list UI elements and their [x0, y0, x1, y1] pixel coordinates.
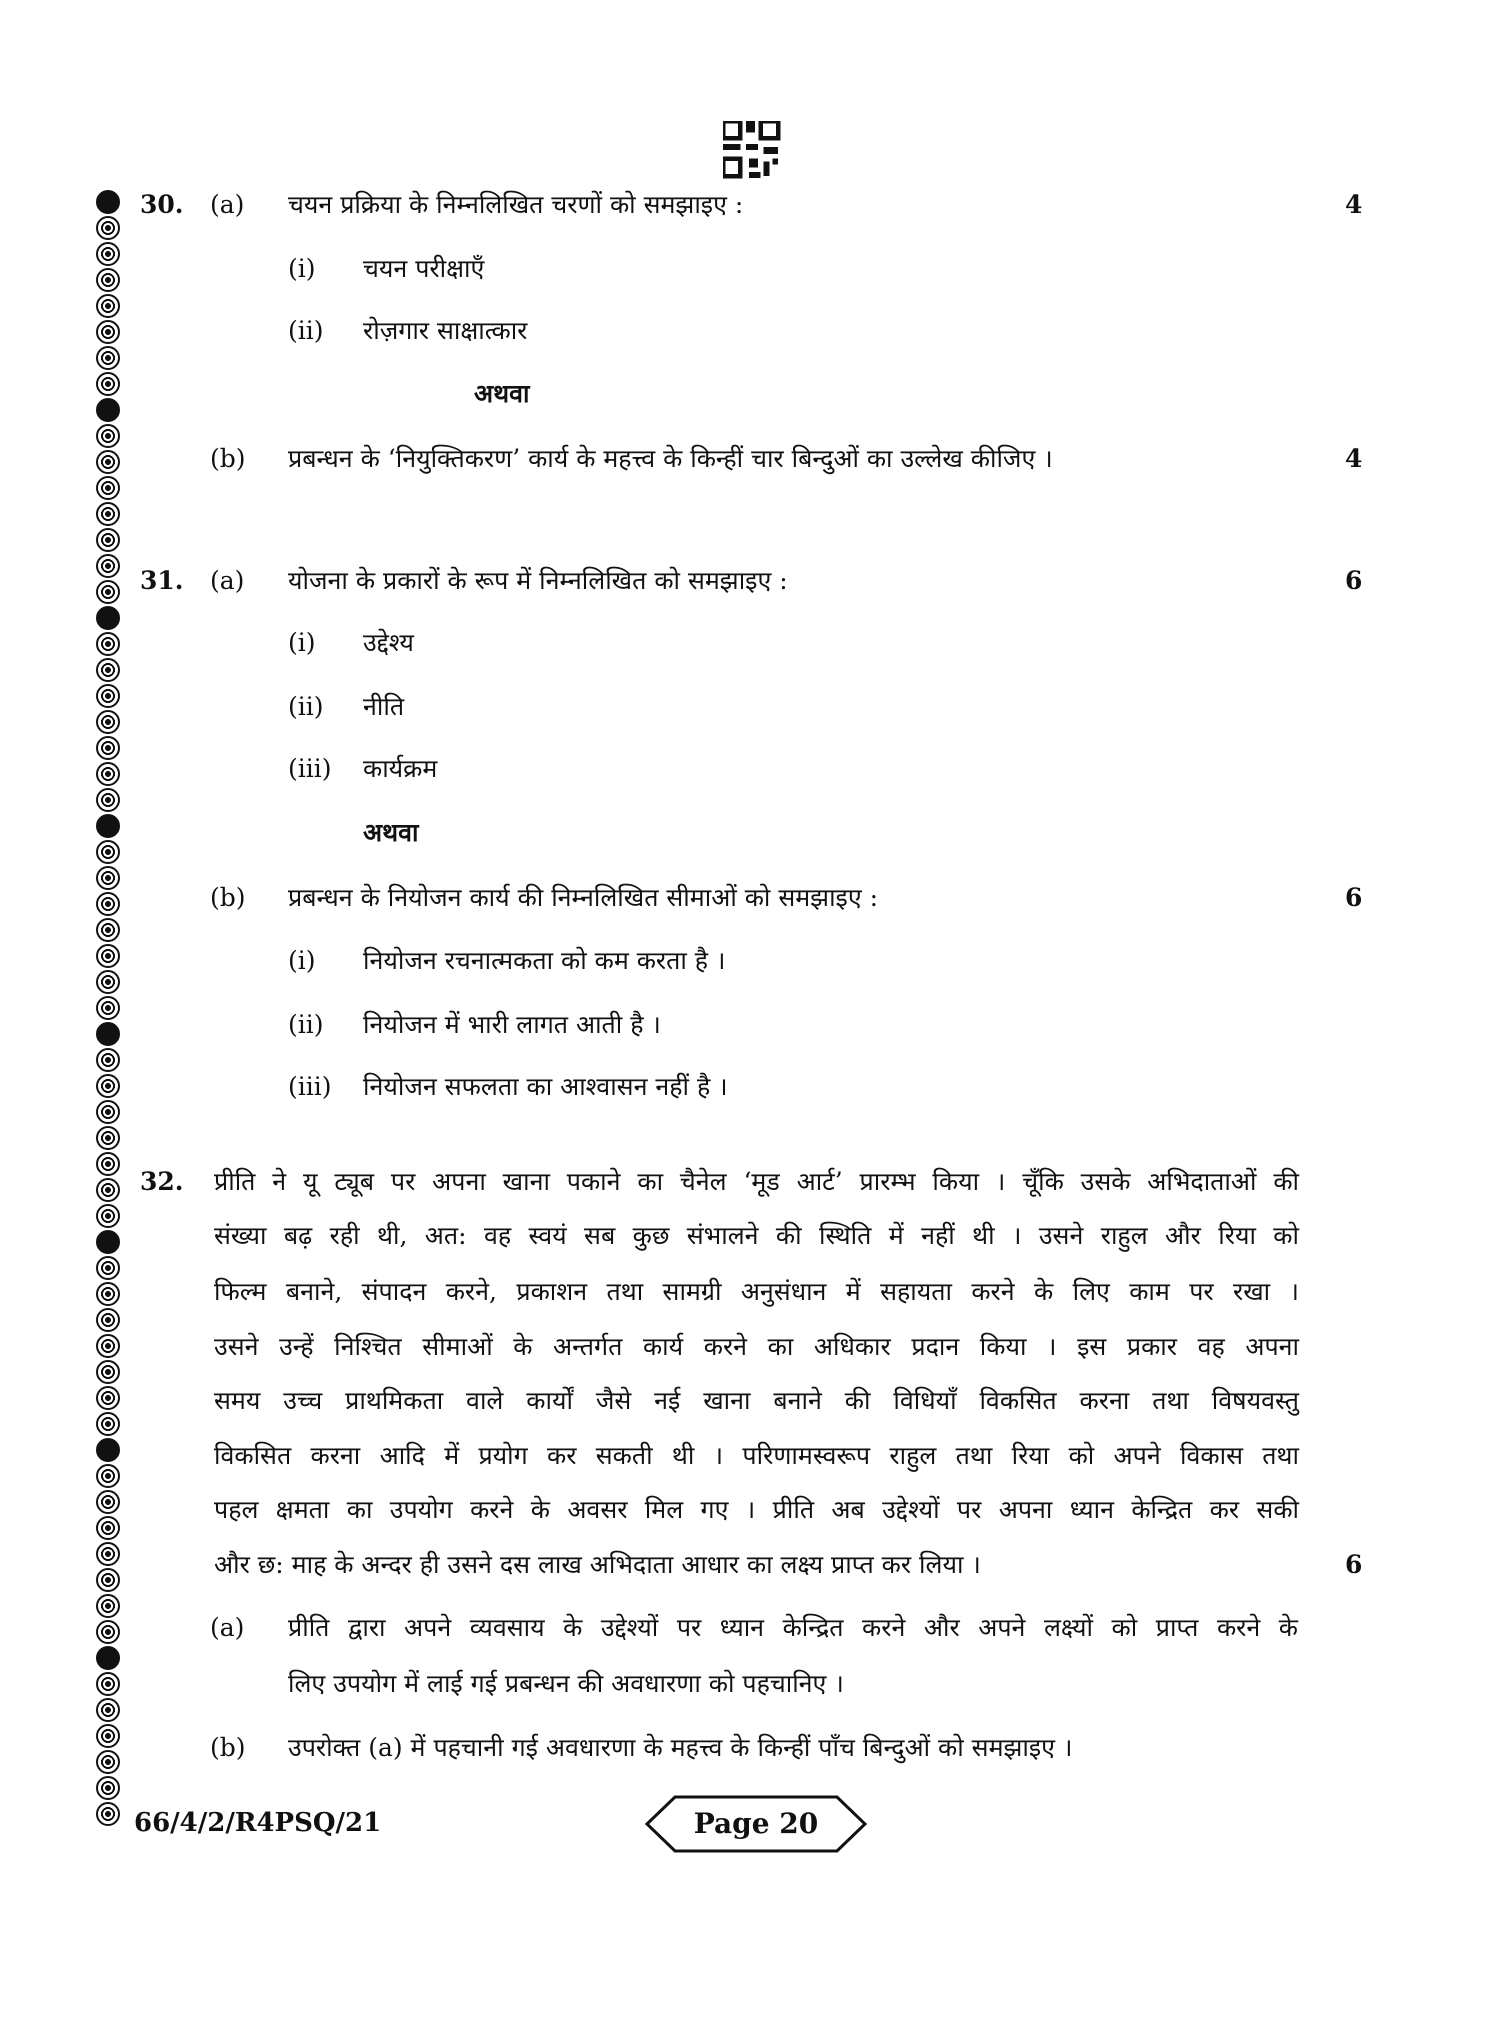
border-circle-icon [96, 944, 120, 968]
border-circle-icon [96, 1620, 120, 1644]
border-circle-icon [96, 1126, 120, 1150]
question-text: उपरोक्त (a) में पहचानी गई अवधारणा के महत्त्व के किन्हीं पाँच बिन्दुओं को समझाइए । [288, 1733, 1073, 1762]
question-text: योजना के प्रकारों के रूप में निम्नलिखित को समझाइए : [288, 566, 788, 595]
border-circle-icon [96, 996, 120, 1020]
subpart-label: (a) [210, 1613, 245, 1642]
item-number: (i) [288, 628, 316, 657]
border-circle-icon [96, 658, 120, 682]
border-circle-icon [96, 1724, 120, 1748]
border-circle-icon [96, 1048, 120, 1072]
question-text: चयन प्रक्रिया के निम्नलिखित चरणों को समझाइए : [288, 190, 744, 219]
question-text: प्रबन्धन के ‘नियुक्तिकरण’ कार्य के महत्त्व के किन्हीं चार बिन्दुओं का उल्लेख कीजिए । [288, 444, 1053, 473]
border-circle-icon [96, 346, 120, 370]
case-paragraph-line: और छ: माह के अन्दर ही उसने दस लाख अभिदाता आधार का लक्ष्य प्राप्त कर लिया । [214, 1550, 981, 1579]
border-circle-icon [96, 268, 120, 292]
item-text: नियोजन में भारी लागत आती है । [363, 1010, 661, 1039]
border-circle-icon [96, 398, 120, 422]
border-circle-icon [96, 1438, 120, 1462]
border-circle-icon [96, 840, 120, 864]
border-circle-icon [96, 320, 120, 344]
border-circle-icon [96, 1750, 120, 1774]
item-number: (i) [288, 254, 316, 283]
border-circle-icon [96, 554, 120, 578]
border-circle-icon [96, 1672, 120, 1696]
case-paragraph-line: फिल्म बनाने, संपादन करने, प्रकाशन तथा सामग्री अनुसंधान में सहायता करने के लिए काम पर रखा । [214, 1277, 1299, 1306]
border-circle-icon [96, 1152, 120, 1176]
border-circle-icon [96, 1022, 120, 1046]
question-number: 31. [140, 566, 184, 595]
border-circle-icon [96, 580, 120, 604]
item-text: रोज़गार साक्षात्कार [363, 316, 528, 345]
border-circle-icon [96, 1802, 120, 1826]
border-circle-icon [96, 684, 120, 708]
border-circle-icon [96, 1646, 120, 1670]
marks: 6 [1345, 1550, 1363, 1579]
item-number: (ii) [288, 1010, 324, 1039]
border-circle-icon [96, 1334, 120, 1358]
case-paragraph-line: उसने उन्हें निश्चित सीमाओं के अन्तर्गत कार्य करने का अधिकार प्रदान किया । इस प्रकार वह अपना [214, 1332, 1299, 1361]
border-circle-icon [96, 632, 120, 656]
border-circle-icon [96, 1282, 120, 1306]
paper-code: 66/4/2/R4PSQ/21 [134, 1808, 382, 1838]
subpart-label: (b) [210, 883, 246, 912]
border-circle-icon [96, 450, 120, 474]
border-circle-icon [96, 736, 120, 760]
border-circle-icon [96, 476, 120, 500]
case-paragraph-line: समय उच्च प्राथमिकता वाले कार्यों जैसे नई खाना बनाने की विधियाँ विकसित करना तथा विषयवस्तु [214, 1386, 1299, 1415]
item-text: उद्देश्य [363, 628, 414, 657]
border-circle-icon [96, 1360, 120, 1384]
border-circle-icon [96, 528, 120, 552]
question-number: 30. [140, 190, 184, 219]
border-circle-icon [96, 1542, 120, 1566]
border-circle-icon [96, 1490, 120, 1514]
border-circle-icon [96, 190, 120, 214]
border-circle-icon [96, 1412, 120, 1436]
item-number: (i) [288, 946, 316, 975]
border-circle-icon [96, 1308, 120, 1332]
case-paragraph-line: पहल क्षमता का उपयोग करने के अवसर मिल गए । प्रीति अब उद्देश्यों पर अपना ध्यान केन्द्रित कर सकी [214, 1495, 1299, 1524]
border-circle-icon [96, 1204, 120, 1228]
subpart-label: (a) [210, 566, 245, 595]
border-circle-icon [96, 1074, 120, 1098]
border-circle-icon [96, 918, 120, 942]
case-paragraph-line: संख्या बढ़ रही थी, अत: वह स्वयं सब कुछ संभालने की स्थिति में नहीं थी । उसने राहुल और रिया को [214, 1221, 1299, 1250]
border-circle-icon [96, 762, 120, 786]
border-circle-icon [96, 372, 120, 396]
border-circle-icon [96, 1516, 120, 1540]
subpart-label: (b) [210, 444, 246, 473]
item-text: नीति [363, 692, 405, 721]
marks: 6 [1345, 566, 1363, 595]
border-circle-icon [96, 710, 120, 734]
or-separator: अथवा [474, 379, 530, 408]
border-circle-icon [96, 1178, 120, 1202]
item-text: नियोजन रचनात्मकता को कम करता है । [363, 946, 726, 975]
border-circle-icon [96, 892, 120, 916]
border-circle-icon [96, 502, 120, 526]
marks: 4 [1345, 444, 1363, 473]
question-number: 32. [140, 1167, 184, 1196]
border-circle-icon [96, 1698, 120, 1722]
border-circle-icon [96, 606, 120, 630]
border-circle-icon [96, 242, 120, 266]
border-circle-icon [96, 424, 120, 448]
border-circle-icon [96, 1464, 120, 1488]
border-circle-icon [96, 294, 120, 318]
question-text: लिए उपयोग में लाई गई प्रबन्धन की अवधारणा को पहचानिए । [288, 1669, 844, 1698]
border-circle-icon [96, 970, 120, 994]
case-paragraph-line: प्रीति ने यू ट्यूब पर अपना खाना पकाने का चैनेल ‘मूड आर्ट’ प्रारम्भ किया । चूँकि उसके अभिदाताओं की [214, 1167, 1299, 1196]
border-circle-icon [96, 1386, 120, 1410]
border-circle-icon [96, 788, 120, 812]
item-number: (ii) [288, 316, 324, 345]
decorative-border [96, 190, 124, 1840]
case-paragraph-line: विकसित करना आदि में प्रयोग कर सकती थी । परिणामस्वरूप राहुल तथा रिया को अपने विकास तथा [214, 1441, 1299, 1470]
border-circle-icon [96, 1100, 120, 1124]
border-circle-icon [96, 1568, 120, 1592]
border-circle-icon [96, 1594, 120, 1618]
border-circle-icon [96, 866, 120, 890]
subpart-label: (b) [210, 1733, 246, 1762]
item-text: कार्यक्रम [363, 754, 438, 783]
item-text: नियोजन सफलता का आश्वासन नहीं है । [363, 1072, 728, 1101]
page-number: Page 20 [693, 1807, 819, 1840]
item-number: (iii) [288, 1072, 332, 1101]
question-text: प्रबन्धन के नियोजन कार्य की निम्नलिखित सीमाओं को समझाइए : [288, 883, 879, 912]
qr-code-icon [723, 121, 781, 179]
item-number: (ii) [288, 692, 324, 721]
border-circle-icon [96, 1230, 120, 1254]
border-circle-icon [96, 1256, 120, 1280]
item-text: चयन परीक्षाएँ [363, 254, 485, 283]
border-circle-icon [96, 216, 120, 240]
marks: 4 [1345, 190, 1363, 219]
marks: 6 [1345, 883, 1363, 912]
subpart-label: (a) [210, 190, 245, 219]
or-separator: अथवा [363, 818, 419, 847]
border-circle-icon [96, 1776, 120, 1800]
border-circle-icon [96, 814, 120, 838]
item-number: (iii) [288, 754, 332, 783]
question-text: प्रीति द्वारा अपने व्यवसाय के उद्देश्यों पर ध्यान केन्द्रित करने और अपने लक्ष्यों को प्राप्त करने के [288, 1613, 1298, 1642]
